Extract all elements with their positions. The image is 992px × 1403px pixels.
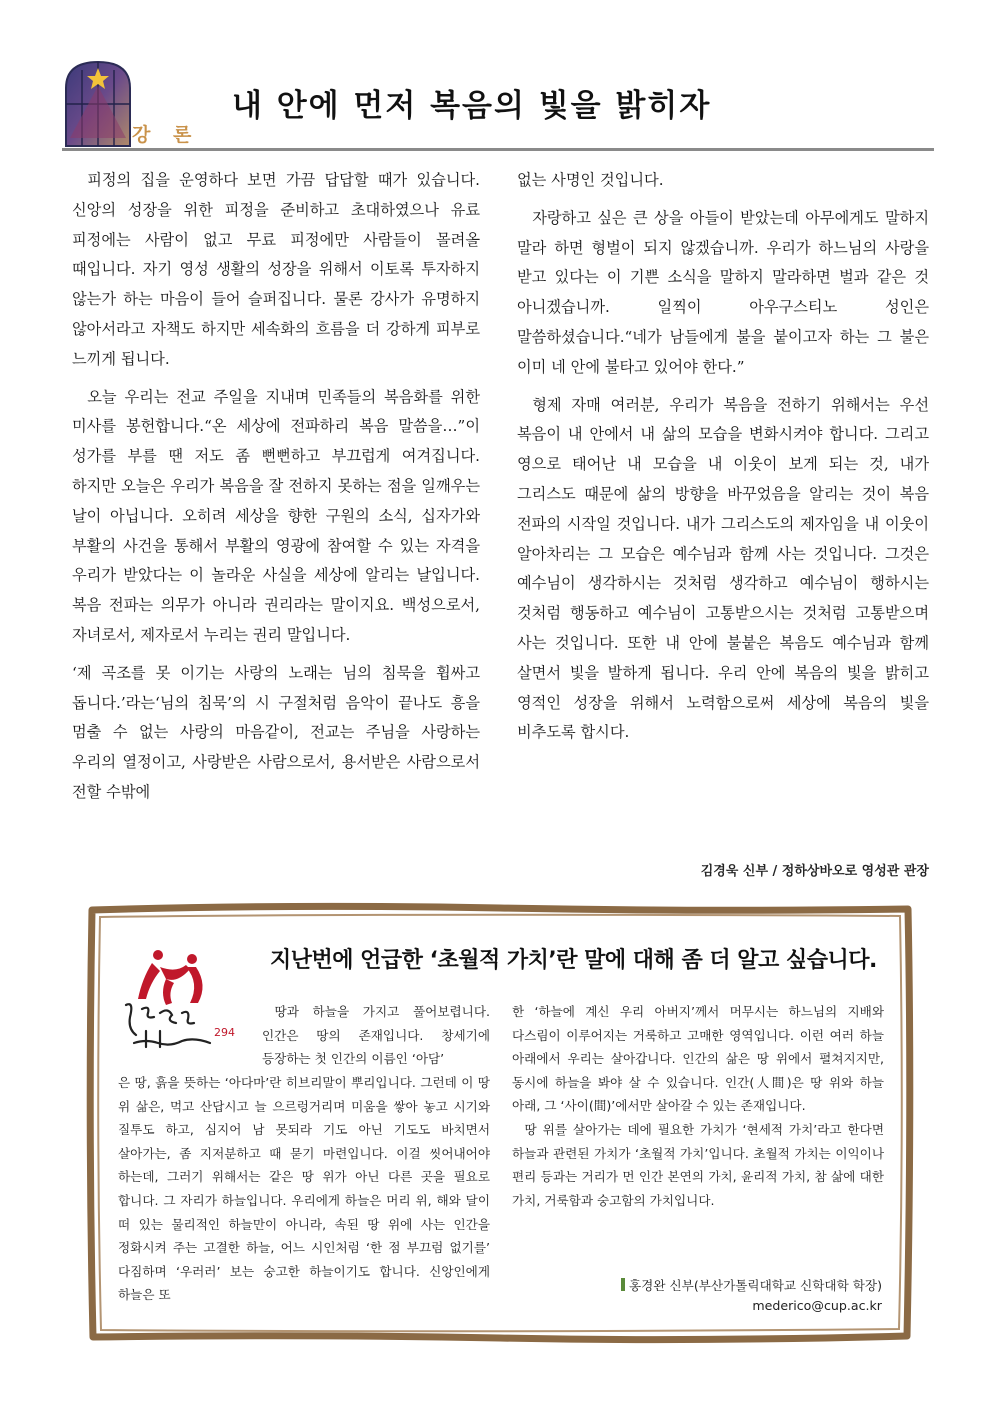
article-paragraph: 피정의 집을 운영하다 보면 가끔 답답할 때가 있습니다. 신앙의 성장을 위한 피정을 준비하고 초대하였으나 유료 피정에는 사람이 없고 무료 피정에만 사람들이 몰려올 때입니다. 자기 영성 생활의 성장을 위해서 이토록 투자하지 않는가 하는 마음이 들어 슬퍼집니다. 물론 강사가 유명하지 않아서라고 자책도 하지만 세속화의 흐름을 더 강하게 피부로 느끼게 됩니다.	[72, 171, 480, 368]
qa-author-name: 홍경완 신부(부산가톨릭대학교 신학대학 학장)	[629, 1278, 882, 1293]
stained-glass-emblem-icon	[62, 58, 134, 148]
author-bar-icon	[621, 1278, 625, 1291]
article-paragraph: ‘제 곡조를 못 이기는 사랑의 노래는 님의 침묵을 휩싸고 돕니다.’라는‘님의 침묵’의 시 구절처럼 음악이 끝나도 흥을 멈출 수 없는 사랑의 마음같이, 전교는 주님을 사랑하는 우리의 열정이고, 사랑받은 사람으로서, 용서받은 사람으로서 전할 수밖에	[72, 663, 480, 801]
article-paragraph: 자랑하고 싶은 큰 상을 아들이 받았는데 아무에게도 말하지 말라 하면 형벌이 되지 않겠습니까. 우리가 하느님의 사랑을 받고 있다는 이 기쁜 소식을 말하지 말라하면 벌과 같은 것 아니겠습니까. 일찍이 아우구스티노 성인은 말씀하셨습니다.“네가 남들에게 불을 붙이고자 하는 그 불은 이미 네 안에 불타고 있어야 한다.”	[517, 208, 929, 376]
qa-email[interactable]: mederico@cup.ac.kr	[752, 1298, 882, 1313]
article-byline: 김경욱 신부 / 정하상바오로 영성관 관장	[700, 864, 929, 879]
qa-paragraph: 한 ‘하늘에 계신 우리 아버지’께서 머무시는 하느님의 지배와 다스림이 이루어지는 거룩하고 고매한 영역입니다. 이런 여러 하늘 아래에서 우리는 살아갑니다. 인간의 삶은 땅 위에서 펼쳐지지만, 동시에 하늘을 봐야 살 수 있습니다. 인간(人間)은 땅 위와 하늘 아래, 그 ‘사이(間)’에서만 살아갈 수 있는 존재입니다.	[512, 1004, 884, 1114]
qa-paragraph: 땅과 하늘을 가지고 풀어보렵니다. 인간은 땅의 존재입니다. 창세기에 등장하는 첫 인간의 이름인 ‘아담’	[262, 1004, 490, 1067]
qa-author	[590, 1276, 882, 1296]
qa-left-column-bottom	[118, 1071, 490, 1307]
section-label: 강 론	[132, 124, 200, 146]
series-logo-icon	[120, 943, 260, 1055]
qa-paragraph: 은 땅, 흙을 뜻하는 ‘아다마’란 히브리말이 뿌리입니다. 그런데 이 땅 위 삶은, 먹고 산답시고 늘 으르렁거리며 미움을 쌓아 놓고 시기와 질투도 하고, 심지어 남 못되라 기도 아닌 기도도 바치면서 살아가는, 좀 지저분하고 때 묻기 마련입니다. 이걸 씻어내어야 하는데, 그러기 위해서는 같은 땅 위가 아닌 다른 곳을 필요로 합니다. 그 자리가 하늘입니다. 우리에게 하늘은 머리 위, 해와 달이 떠 있는 물리적인 하늘만이 아니라, 속된 땅 위에 사는 인간을 정화시켜 주는 고결한 하늘, 어느 시인처럼 ‘한 점 부끄럼 없기를’ 다짐하며 ‘우러러’ 보는 숭고한 하늘이기도 합니다. 신앙인에게 하늘은 또	[118, 1075, 490, 1303]
qa-paragraph: 땅 위를 살아가는 데에 필요한 가치가 ‘현세적 가치’라고 한다면 하늘과 관련된 가치가 ‘초월적 가치’입니다. 초월적 가치는 이익이나 편리 등과는 거리가 먼 인간 본연의 가치, 윤리적 가치, 참 삶에 대한 가치, 거룩함과 숭고함의 가치입니다.	[512, 1121, 884, 1208]
qa-left-column-top	[262, 1000, 490, 1071]
article-paragraph: 형제 자매 여러분, 우리가 복음을 전하기 위해서는 우선 복음이 내 안에서 내 삶의 모습을 변화시켜야 합니다. 그리고 영으로 태어난 내 모습을 내 이웃이 보게 되는 것, 내가 그리스도 때문에 삶의 방향을 바꾸었음을 알리는 것이 복음 전파의 시작일 것입니다. 내가 그리스도의 제자임을 내 이웃이 알아차리는 그 모습은 예수님과 함께 사는 것입니다. 그것은 예수님이 생각하시는 것처럼 생각하고 예수님이 행하시는 것처럼 행동하고 예수님이 고통받으시는 것처럼 고통받으며 사는 것입니다. 또한 내 안에 불붙은 복음도 예수님과 함께 살면서 빛을 발하게 됩니다. 우리 안에 복음의 빛을 밝히고 영적인 성장을 위해서 노력함으로써 세상에 복음의 빛을 비추도록 합시다.	[517, 395, 929, 742]
qa-right-column	[512, 1000, 884, 1212]
page-title: 내 안에 먼저 복음의 빛을 밝히자	[232, 88, 712, 124]
article-paragraph: 오늘 우리는 전교 주일을 지내며 민족들의 복음화를 위한 미사를 봉헌합니다.“온 세상에 전파하리 복음 말씀을…”이 성가를 부를 땐 저도 좀 뻔뻔하고 부끄럽게 여겨집니다. 하지만 오늘은 우리가 복음을 잘 전하지 못하는 점을 일깨우는 날이 아닙니다. 오히려 세상을 향한 구원의 소식, 십자가와 부활의 사건을 통해서 부활의 영광에 참여할 수 있는 자격을 우리가 받았다는 이 놀라운 사실을 세상에 알리는 날입니다. 복음 전파는 의무가 아니라 권리라는 말이지요. 백성으로서, 자녀로서, 제자로서 누리는 권리 말입니다.	[72, 387, 480, 644]
series-number: 294	[214, 1026, 235, 1039]
qa-author-block	[590, 1276, 882, 1316]
qa-question-title: 지난번에 언급한 ‘초월적 가치’란 말에 대해 좀 더 알고 싶습니다.	[270, 948, 877, 973]
article-paragraph: 없는 사명인 것입니다.	[517, 171, 664, 189]
article-right-column	[517, 166, 929, 756]
header-divider	[62, 148, 934, 151]
header	[62, 58, 934, 152]
article-left-column	[72, 166, 480, 816]
